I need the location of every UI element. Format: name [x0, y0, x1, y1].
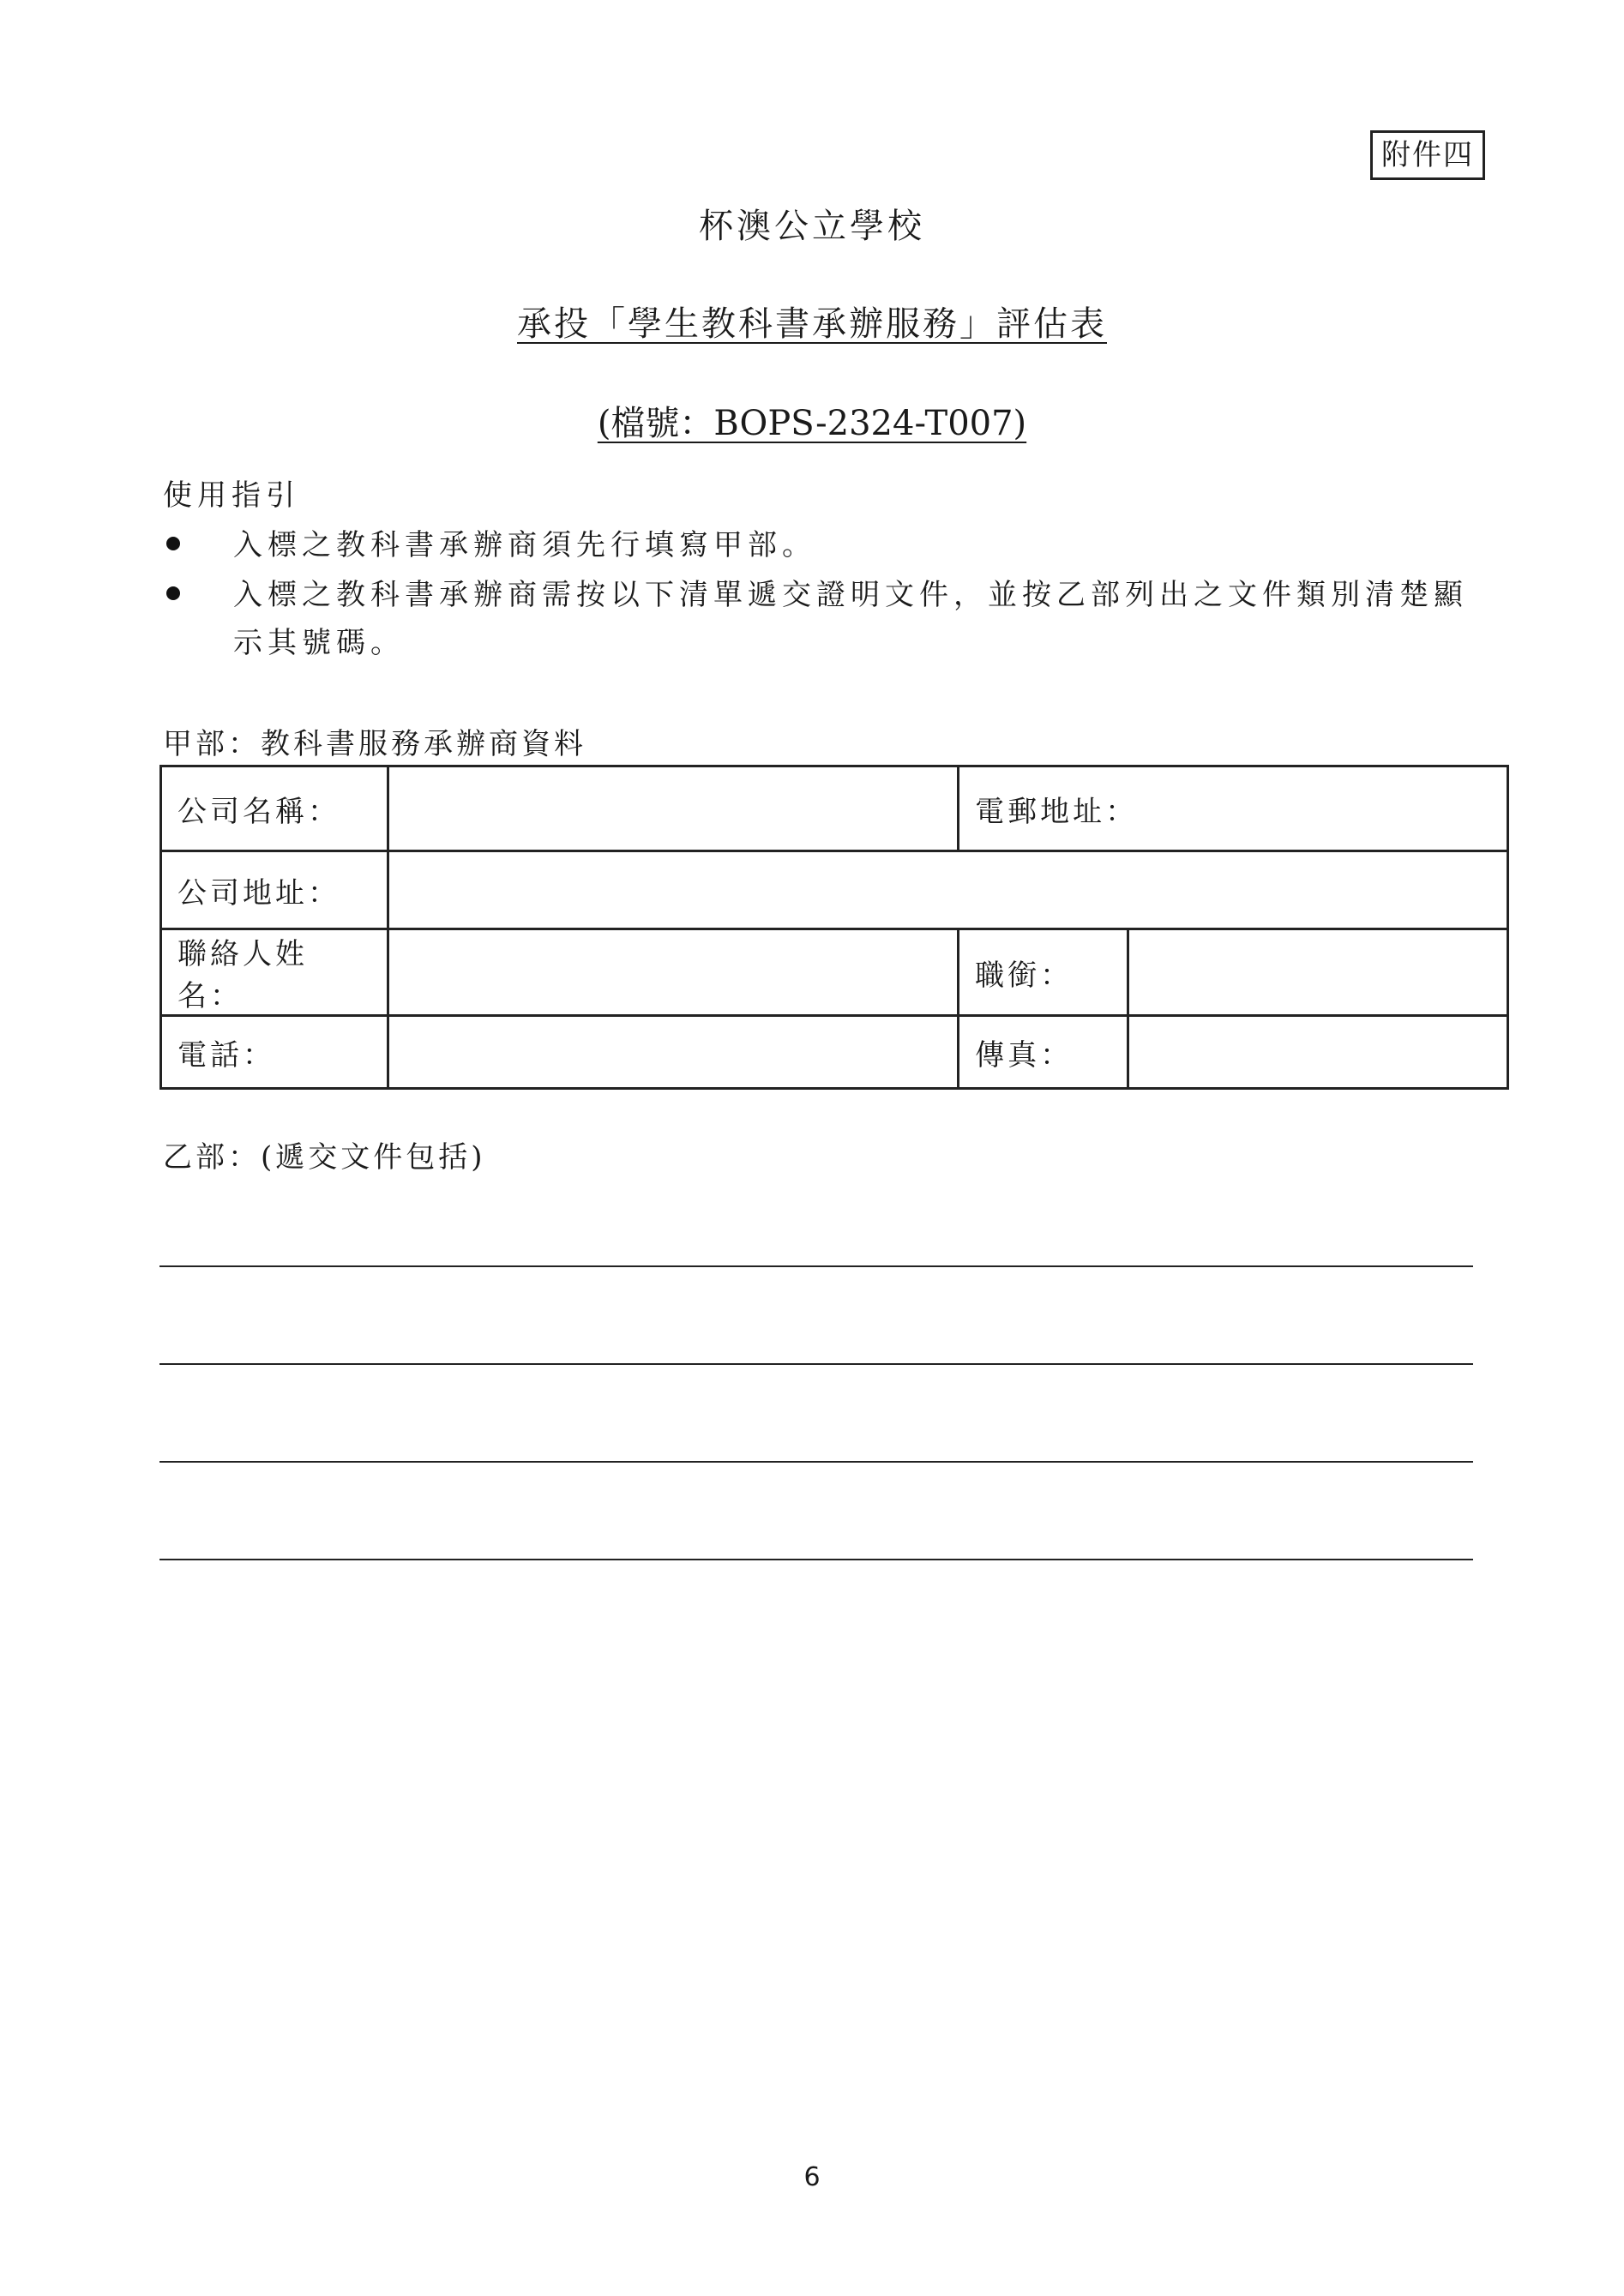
- supplier-info-table: [159, 765, 1509, 1090]
- section-a-title: 甲部：教科書服務承辦商資料: [163, 727, 586, 761]
- position-label: 職銜：: [959, 929, 1128, 1016]
- guidelines-list: [163, 521, 1483, 669]
- table-row: [161, 851, 1508, 929]
- guideline-text: 入標之教科書承辦商需按以下清單遞交證明文件，並按乙部列出之文件類別清楚顯示其號碼。: [233, 578, 1468, 660]
- company-address-label: 公司地址：: [161, 851, 388, 929]
- section-b-title: 乙部：(遞交文件包括): [163, 1140, 486, 1175]
- reference-number: [0, 396, 1624, 445]
- position-field[interactable]: [1128, 929, 1507, 1016]
- contact-name-field[interactable]: [388, 929, 959, 1016]
- form-title: [0, 297, 1624, 346]
- document-entry-line[interactable]: [159, 1265, 1473, 1267]
- fax-label: 傳真：: [959, 1016, 1128, 1089]
- guideline-text: 入標之教科書承辦商須先行填寫甲部。: [233, 528, 816, 562]
- fax-field[interactable]: [1128, 1016, 1507, 1089]
- phone-field[interactable]: [388, 1016, 959, 1089]
- form-title-text: 承投「學生教科書承辦服務」評估表: [517, 304, 1107, 344]
- guideline-item: [163, 571, 1483, 667]
- bullet-icon: [166, 537, 180, 550]
- guidelines-heading: 使用指引: [163, 478, 300, 513]
- bullet-icon: [166, 586, 180, 600]
- company-name-label: 公司名稱：: [161, 766, 388, 851]
- table-row: [161, 766, 1508, 851]
- company-address-field[interactable]: [388, 851, 1507, 929]
- guideline-item: [163, 521, 1483, 569]
- page-number: 6: [803, 2162, 821, 2192]
- reference-text: (檔號：BOPS-2324-T007): [597, 404, 1027, 443]
- email-label[interactable]: 電郵地址：: [959, 766, 1508, 851]
- document-entry-line[interactable]: [159, 1559, 1473, 1560]
- table-row: [161, 1016, 1508, 1089]
- table-row: [161, 929, 1508, 1016]
- company-name-field[interactable]: [388, 766, 959, 851]
- contact-name-label: 聯絡人姓名：: [161, 929, 388, 1016]
- school-name: 杯澳公立學校: [699, 207, 925, 246]
- annex-label: 附件四: [1370, 130, 1485, 180]
- document-entry-line[interactable]: [159, 1363, 1473, 1365]
- phone-label: 電話：: [161, 1016, 388, 1089]
- document-entry-line[interactable]: [159, 1461, 1473, 1463]
